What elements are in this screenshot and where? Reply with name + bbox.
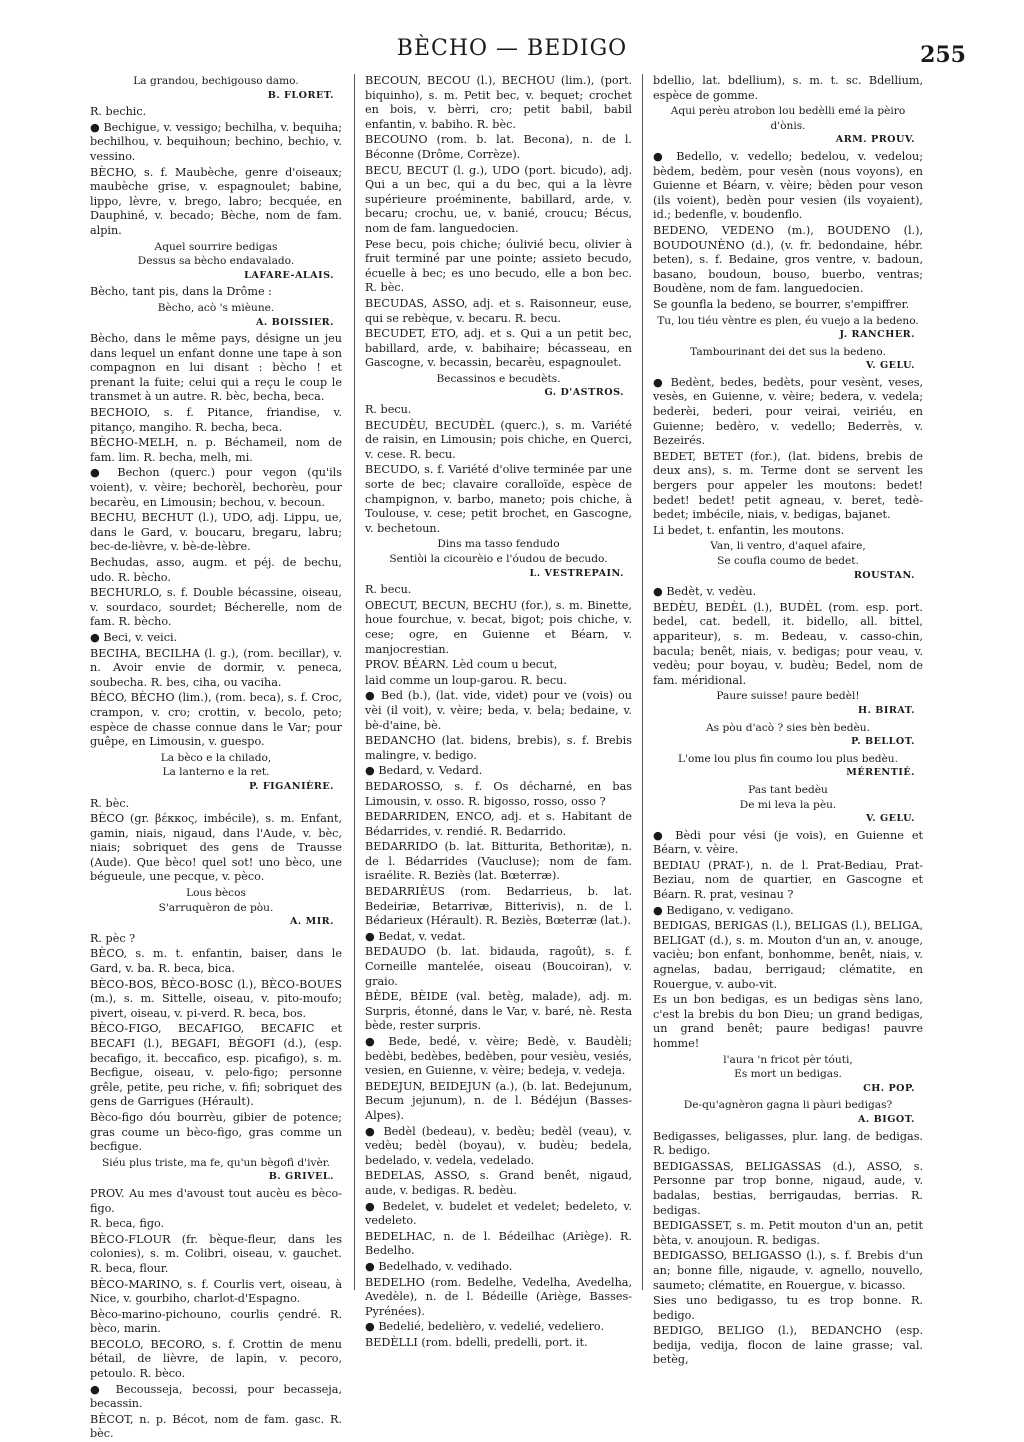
- dictionary-entry: BEDAROSSO, s. f. Os décharné, en bas Limousin, v. osso. R. bigosso, rosso, osso ?: [365, 779, 632, 808]
- dictionary-entry: R. beca, figo.: [90, 1217, 165, 1231]
- dictionary-entry: BECUDAS, ASSO, adj. et s. Raisonneur, euse, qui se rebèque, v. becaru. R. becu.: [365, 296, 632, 325]
- dictionary-entry: Li bedet, t. enfantin, les moutons.: [653, 523, 845, 537]
- dictionary-entry: BEDIGASSO, BELIGASSO (l.), s. f. Brebis d'un an; bonne fille, nigaude, v. agnello, nouvello, saumeto; clématite, en Rouergue, v. bicasso.: [653, 1249, 923, 1292]
- column-left: [90, 74, 342, 1441]
- dictionary-entry: ● Becousseja, becossi, pour becasseja, becassin.: [90, 1382, 342, 1411]
- citation-author: H. BIRAT.: [858, 704, 915, 716]
- citation-author: MÉRENTIÉ.: [846, 767, 915, 779]
- dictionary-entry: laid comme un loup-garou. R. becu.: [365, 673, 567, 687]
- quotation-line: Paure suisse! paure bedèl!: [716, 690, 860, 703]
- dictionary-entry: Bèco-marino-pichouno, courlis çendré. R. bèco, marin.: [90, 1307, 342, 1336]
- dictionary-entry: R. bèc.: [90, 796, 130, 810]
- dictionary-entry: Es un bon bedigas, es un bedigas sèns lano, c'est la brebis du bon Dieu; un grand bedigas, un grand benêt; paure bedigas! pauvre homme!: [653, 993, 923, 1050]
- quotation-line: Aqui perèu atrobon lou bedèlli emé la pèiro d'ònis.: [670, 105, 906, 132]
- dictionary-entry: BEDELHO (rom. Bedelhe, Vedelha, Avedelha, Avedèle), n. de l. Bédeille (Ariège, Basses-Pyrénées).: [365, 1275, 632, 1318]
- dictionary-entry: BEDELHAC, n. de l. Bédeilhac (Ariège). R. Bedelho.: [365, 1229, 632, 1258]
- dictionary-entry: BEDANCHO (lat. bidens, brebis), s. f. Brebis malingre, v. bedigo.: [365, 734, 632, 762]
- dictionary-entry: PROV. Au mes d'avoust tout aucèu es bèco-figo.: [90, 1186, 342, 1215]
- citation-author: ROUSTAN.: [853, 569, 915, 581]
- quotation-line: Tu, lou tiéu vèntre es plen, éu vuejo a la bedeno.: [657, 314, 919, 327]
- dictionary-entry: bdellio, lat. bdellium), s. m. t. sc. Bdellium, espèce de gomme.: [653, 74, 923, 102]
- dictionary-entry: BÈCOT, n. p. Bécot, nom de fam. gasc. R. bèc.: [90, 1412, 342, 1441]
- citation-author: ARM. PROUV.: [835, 134, 915, 146]
- dictionary-entry: BECUDET, ETO, adj. et s. Qui a un petit bec, babillard, arde, v. babihaire; bécasseau, en Gascogne, v. becassin, becarèu, espagnoulet.: [365, 327, 632, 370]
- citation-author: V. GELU.: [866, 813, 915, 825]
- dictionary-entry: ● Bedelié, bedelièro, v. vedelié, vedeliero.: [365, 1320, 605, 1334]
- quotation-line: As pòu d'acò ? sies bèn bedèu.: [706, 721, 870, 734]
- dictionary-entry: BECOUNO (rom. b. lat. Becona), n. de l. Béconne (Drôme, Corrèze).: [365, 133, 632, 161]
- dictionary-entry: ● Bedard, v. Vedard.: [365, 764, 483, 778]
- dictionary-entry: BECUDO, s. f. Variété d'olive terminée par une sorte de bec; clavaire coralloïde, espèce de champignon, v. barbo, maneto; pois chiche, à Toulouse, v. cese; petit brochet, en Gascogne, v. bechetoun.: [365, 463, 632, 535]
- dictionary-entry: BEDIGASSAS, BELIGASSAS (d.), ASSO, s. Personne par trop bonne, nigaud, aude, v. badalas, bestias, berrigaudas, berrias. R. bedigas.: [653, 1159, 923, 1217]
- dictionary-entry: BÈCO-MARINO, s. f. Courlis vert, oiseau, à Nice, v. gourbiho, charlot-d'Espagno.: [90, 1277, 342, 1306]
- dictionary-entry: Bedigasses, beligasses, plur. lang. de bedigas. R. bedigo.: [653, 1129, 923, 1158]
- quotation-line: Becassinos e becudèts.: [436, 372, 561, 385]
- citation-author: A. BOISSIER.: [255, 316, 334, 328]
- citation-author: A. BIGOT.: [857, 1113, 915, 1125]
- citation-author: J. RANCHER.: [839, 329, 915, 341]
- dictionary-entry: ● Bedènt, bedes, bedèts, pour vesènt, veses, vesès, en Guienne, v. vèire; bedera, v. vedela; bederèi, bederi, pour veirai, veiriéu, en Guienne; bedèro, v. vedello; Bederrès, v. Bezeirés.: [653, 375, 923, 448]
- dictionary-entry: BÈCO (gr. βέκκος, imbécile), s. m. Enfant, gamin, niais, nigaud, dans l'Aude, v. bèc, niais; sobriquet des gens de Trausse (Aude). Que bèco! quel sot! uno bèco, une bégueule, une pecque, v. pèco.: [90, 812, 342, 884]
- dictionary-entry: Pese becu, pois chiche; óulivié becu, olivier à fruit terminé par une pointe; assieto becudo, écuelle à bec; es uno becudo, elle a bon bec. R. bèc.: [365, 237, 632, 295]
- dictionary-entry: ● Bedèl (bedeau), v. bedèu; bedèl (veau), v. vedèu; bedèl (boyau), v. budèu; bedela, bedelado, v. vedela, vedelado.: [365, 1124, 632, 1167]
- dictionary-entry: BECUDÈU, BECUDÈL (querc.), s. m. Variété de raisin, en Limousin; pois chiche, en Querci, v. cese. R. becu.: [365, 418, 632, 461]
- dictionary-entry: ● Beci, v. veici.: [90, 630, 178, 644]
- quotation-line: l'aura 'n fricot pèr tóuti,: [723, 1053, 853, 1066]
- dictionary-entry: ● Bechon (querc.) pour vegon (qu'ils voient), v. vèire; bechorèl, bechorèu, pour becarèu, en Limousin; bechou, v. becoun.: [90, 466, 342, 509]
- citation-author: LAFARE-ALAIS.: [244, 269, 334, 281]
- dictionary-entry: BECU, BECUT (l. g.), UDO (port. bicudo), adj. Qui a un bec, qui a du bec, qui a la lèvre supérieure proéminente, babillard, arde, v. becaru; crochu, ue, v. banié, croucu; Bécus, nom de fam. languedocien.: [365, 163, 632, 235]
- dictionary-entry: ● Bedelet, v. budelet et vedelet; bedeleto, v. vedeleto.: [365, 1199, 632, 1228]
- quotation-line: Tambourinant dei det sus la bedeno.: [690, 345, 886, 358]
- quotation-line: Bècho, acò 's mièune.: [157, 301, 275, 314]
- quotation-line: La lanterno e la ret.: [162, 766, 270, 779]
- citation-author: P. BELLOT.: [851, 736, 915, 748]
- dictionary-entry: BEDENO, VEDENO (m.), BOUDENO (l.), BOUDOUNÈNO (d.), (v. fr. bedondaine, hébr. beten), s. f. Bedaine, gros ventre, v. badoun, basano, boudoun, bouso, buerbo, ventras; Boudène, nom de fam. languedocien.: [653, 223, 923, 296]
- quotation-line: De-qu'agnèron gagna li pàuri bedigas?: [683, 1099, 893, 1112]
- dictionary-entry: BEDELAS, ASSO, s. Grand benêt, nigaud, aude, v. bedigas. R. bedèu.: [365, 1169, 632, 1197]
- dictionary-entry: BÈCO, s. m. t. enfantin, baiser, dans le Gard, v. ba. R. beca, bica.: [90, 947, 342, 976]
- dictionary-entry: BÈCHO-MELH, n. p. Béchameil, nom de fam. lim. R. becha, melh, mi.: [90, 436, 342, 464]
- quotation-line: Dins ma tasso fendudo: [437, 538, 560, 551]
- quotation-line: Es mort un bedigas.: [734, 1068, 842, 1081]
- citation-author: B. FLORET.: [267, 89, 334, 101]
- quotation-line: Sentiòi la cicourèio e l'óudou de becudo.: [389, 553, 608, 565]
- dictionary-entry: BECIHA, BECILHA (l. g.), (rom. becillar), v. n. Avoir envie de dormir, v. peneca, soubecha. R. bes, ciha, ou vaciha.: [90, 646, 342, 689]
- quotation-line: L'ome lou plus fin coumo lou plus bedèu.: [678, 752, 898, 765]
- quotation-line: La grandou, bechigouso damo.: [133, 75, 299, 87]
- dictionary-entry: BECHOIO, s. f. Pitance, friandise, v. pitanço, mangiho. R. becha, beca.: [90, 406, 342, 434]
- dictionary-entry: BÈCHO, s. f. Maubèche, genre d'oiseaux; maubèche grise, v. espagnoulet; babine, lippo, lèvre, v. brego, labro; becquée, en Dauphiné, v. becado; Bèche, nom de fam. alpin.: [90, 165, 342, 237]
- dictionary-entry: BEDIGO, BELIGO (l.), BEDANCHO (esp. bedija, vedija, flocon de laine grasse; val. betèg,: [653, 1324, 923, 1367]
- dictionary-entry: ● Bechigue, v. vessigo; bechilha, v. bequiha; bechilhou, v. bequihoun; bechino, bechio, v. vessino.: [90, 120, 342, 163]
- dictionary-entry: BECOUN, BECOU (l.), BECHOU (lim.), (port. biquinho), s. m. Petit bec, v. bequet; crochet en bois, v. bèrri, cro; petit babil, babil enfantin, v. babiho. R. bèc.: [365, 74, 632, 131]
- column-divider: [354, 74, 355, 1290]
- dictionary-entry: PROV. BÉARN. Lèd coum u becut,: [365, 658, 558, 672]
- dictionary-entry: BECHU, BECHUT (l.), UDO, adj. Lippu, ue, dans le Gard, v. boucaru, bregaru, labru; bec-de-lièvre, v. bè-de-lèbre.: [90, 511, 342, 554]
- quotation-line: S'arruquèron de pòu.: [158, 901, 274, 914]
- quotation-line: Dessus sa bècho endavalado.: [137, 255, 295, 268]
- running-header: BÈCHO — BEDIGO: [396, 36, 628, 61]
- dictionary-entry: Bècho, tant pis, dans la Drôme :: [90, 285, 272, 299]
- dictionary-entry: BEDÈLLI (rom. bdelli, predelli, port. it.: [365, 1335, 588, 1349]
- dictionary-entry: Sies uno bedigasso, tu es trop bonne. R. bedigo.: [653, 1294, 923, 1322]
- citation-author: P. FIGANIÈRE.: [249, 780, 334, 792]
- dictionary-entry: Se gounfla la bedeno, se bourrer, s'empiffrer.: [653, 297, 910, 311]
- quotation-line: Lous bècos: [186, 887, 246, 900]
- dictionary-entry: BÈDE, BÈIDE (val. betèg, malade), adj. m. Surpris, étonné, dans le Var, v. baré, nè. Resta bède, rester surpris.: [365, 990, 632, 1033]
- dictionary-entry: Bèco-figo dóu bourrèu, gibier de potence; gras coume un bèco-figo, gras comme un becfigue.: [90, 1110, 342, 1154]
- dictionary-entry: BEDIGASSET, s. m. Petit mouton d'un an, petit bèta, v. anoujoun. R. bedigas.: [653, 1219, 923, 1247]
- dictionary-entry: BEDAUDO (b. lat. bidauda, ragoût), s. f. Corneille mantelée, oiseau (Boucoiran), v. graio.: [365, 945, 632, 988]
- citation-author: G. D'ASTROS.: [544, 387, 624, 399]
- dictionary-entry: BECOLO, BECORO, s. f. Crottin de menu bétail, de lièvre, de lapin, v. pecoro, petoulo. R. bèco.: [90, 1337, 342, 1381]
- quotation-line: Van, li ventro, d'aquel afaire,: [710, 540, 866, 553]
- dictionary-entry: ● Bedello, v. vedello; bedelou, v. vedelou; bèdem, bedèm, pour vesèn (nous voyons), en Guienne et Béarn, v. vèire; bèden pour veson (ils voient), bedèn pour vesien (ils voyaient), id.; bedenfle, v. boudenflo.: [653, 149, 923, 222]
- dictionary-entry: BEDIAU (PRAT-), n. de l. Prat-Bediau, Prat-Beziau, nom de quartier, en Gascogne et Béarn. R. prat, vesinau ?: [653, 858, 923, 902]
- dictionary-entry: Bècho, dans le même pays, désigne un jeu dans lequel un enfant donne une tape à son compagnon en lui disant : bècho ! et prenant la fuite; celui qui a reçu le coup le transmet à un autre. R. bèc, becha, beca.: [90, 332, 342, 404]
- citation-author: V. GELU.: [866, 360, 915, 372]
- dictionary-entry: R. bechic.: [90, 105, 147, 119]
- quotation-line: La bèco e la chilado,: [160, 751, 272, 764]
- dictionary-entry: BÈCO-BOS, BÈCO-BOSC (l.), BÈCO-BOUES (m.), s. m. Sittelle, oiseau, v. pito-moufo; pivert, oiseau, v. pi-verd. R. beca, bos.: [90, 977, 342, 1020]
- quotation-line: Siéu plus triste, ma fe, qu'un bègofì d'ivèr.: [102, 1156, 330, 1169]
- dictionary-entry: BEDIGAS, BERIGAS (l.), BELIGAS (l.), BELIGA, BELIGAT (d.), s. m. Mouton d'un an, v. anouge, vacièu; bon enfant, bonhomme, benêt, niais, v. agnelas, badau, berrigaud; clématite, en Rouergue, v. aubo-vit.: [653, 919, 923, 991]
- dictionary-entry: Bechudas, asso, augm. et péj. de bechu, udo. R. bècho.: [90, 556, 342, 584]
- citation-author: CH. POP.: [863, 1082, 915, 1094]
- citation-author: A. MIR.: [289, 916, 334, 928]
- quotation-line: Pas tant bedèu: [748, 783, 828, 796]
- dictionary-entry: BEDARRIÈUS (rom. Bedarrieus, b. lat. Bedeiriæ, Betarrivæ, Bitterivis), n. de l. Bédarieux (Hérault). R. Beziès, Bœterræ (lat.).: [365, 885, 632, 928]
- dictionary-entry: R. becu.: [365, 583, 412, 597]
- citation-author: L. VESTREPAIN.: [529, 567, 624, 579]
- dictionary-entry: ● Bedelhado, v. vedihado.: [365, 1259, 513, 1273]
- dictionary-entry: ● Bedat, v. vedat.: [365, 929, 466, 943]
- dictionary-entry: BEDET, BETET (for.), (lat. bidens, brebis de deux ans), s. m. Terme dont se servent les bergers pour appeler les moutons: bedet! bedet! bedet! petit agneau, v. beret, tedè-bedet; imbécile, niais, v. bedigas, bajanet.: [653, 449, 923, 522]
- dictionary-entry: BÈCO-FIGO, BECAFIGO, BECAFIC et BECAFI (l.), BEGAFI, BÈGOFI (d.), (esp. becafigo, it. beccafico, esp. picafigo), s. m. Becfigue, oiseau, v. pelo-figo; personne grêle, petite, peu riche, v. fifi; sobriquet des gens de Garrigues (Hérault).: [90, 1022, 342, 1109]
- page-number: 255: [920, 42, 966, 68]
- dictionary-entry: BEDÈU, BEDÈL (l.), BUDÈL (rom. esp. port. bedel, cat. bedell, it. bidello, all. bittel, appariteur), s. m. Bedeau, v. casso-chin, bacula; benêt, niais, v. bedigas; pour veau, v. vedèu; pour boyau, v. budèu; Bedel, nom de fam. méridional.: [653, 600, 923, 687]
- citation-author: B. GRIVEL.: [268, 1171, 334, 1183]
- dictionary-entry: ● Bèdi pour vési (je vois), en Guienne et Béarn, v. vèire.: [653, 828, 923, 857]
- dictionary-entry: R. pèc ?: [90, 931, 136, 945]
- dictionary-entry: ● Bedigano, v. vedigano.: [653, 903, 794, 917]
- column-divider: [642, 74, 643, 1290]
- quotation-line: Aquel sourrire bedigas: [154, 240, 278, 253]
- dictionary-entry: BEDARRIDO (b. lat. Bitturita, Bethoritæ), n. de l. Bédarrides (Vaucluse); nom de fam. israélite. R. Beziès (lat. Bœterræ).: [365, 840, 632, 883]
- dictionary-entry: ● Bede, bedé, v. vèire; Bedè, v. Baudèli; bedèbi, bedèbes, bedèben, pour vesièu, vesiés, vesien, en Guienne, v. vèire; bedeja, v. vedeja.: [365, 1035, 632, 1078]
- dictionary-entry: R. becu.: [365, 403, 412, 417]
- column-middle: [365, 74, 632, 1349]
- dictionary-entry: BEDEJUN, BEIDEJUN (a.), (b. lat. Bedejunum, Becum jejunum), n. de l. Bédéjun (Basses-Alpes).: [365, 1079, 632, 1122]
- dictionary-entry: BÈCO-FLOUR (fr. bèque-fleur, dans les colonies), s. m. Colibri, oiseau, v. gauchet. R. beca, flour.: [90, 1232, 342, 1275]
- quotation-line: De mi leva la pèu.: [739, 798, 837, 811]
- dictionary-entry: OBECUT, BECUN, BECHU (for.), s. m. Binette, houe fourchue, v. becat, bigot; pois chiche, v. cese; ogre, en Guienne et Béarn, v. manjocrestian.: [365, 598, 632, 656]
- quotation-line: Se coufla coumo de bedet.: [717, 555, 859, 567]
- dictionary-entry: BEDARRIDEN, ENCO, adj. et s. Habitant de Bédarrides, v. rendié. R. Bedarrido.: [365, 810, 632, 838]
- dictionary-entry: ● Bed (b.), (lat. vide, videt) pour ve (vois) ou vèi (il voit), v. vèire; beda, v. bela; bedaine, v. bè-d'aine, bè.: [365, 689, 632, 732]
- dictionary-entry: ● Bedèt, v. vedèu.: [653, 585, 757, 599]
- dictionary-entry: BÈCO, BÈCHO (lim.), (rom. beca), s. f. Croc, crampon, v. cro; crottin, v. becolo, peto; espèce de chasse connue dans le Var; pour guêpe, en Limousin, v. guespo.: [90, 691, 342, 749]
- column-right: [653, 74, 923, 1367]
- dictionary-entry: BECHURLO, s. f. Double bécassine, oiseau, v. sourdaco, sourdet; Bécherelle, nom de fam. R. bècho.: [90, 586, 342, 629]
